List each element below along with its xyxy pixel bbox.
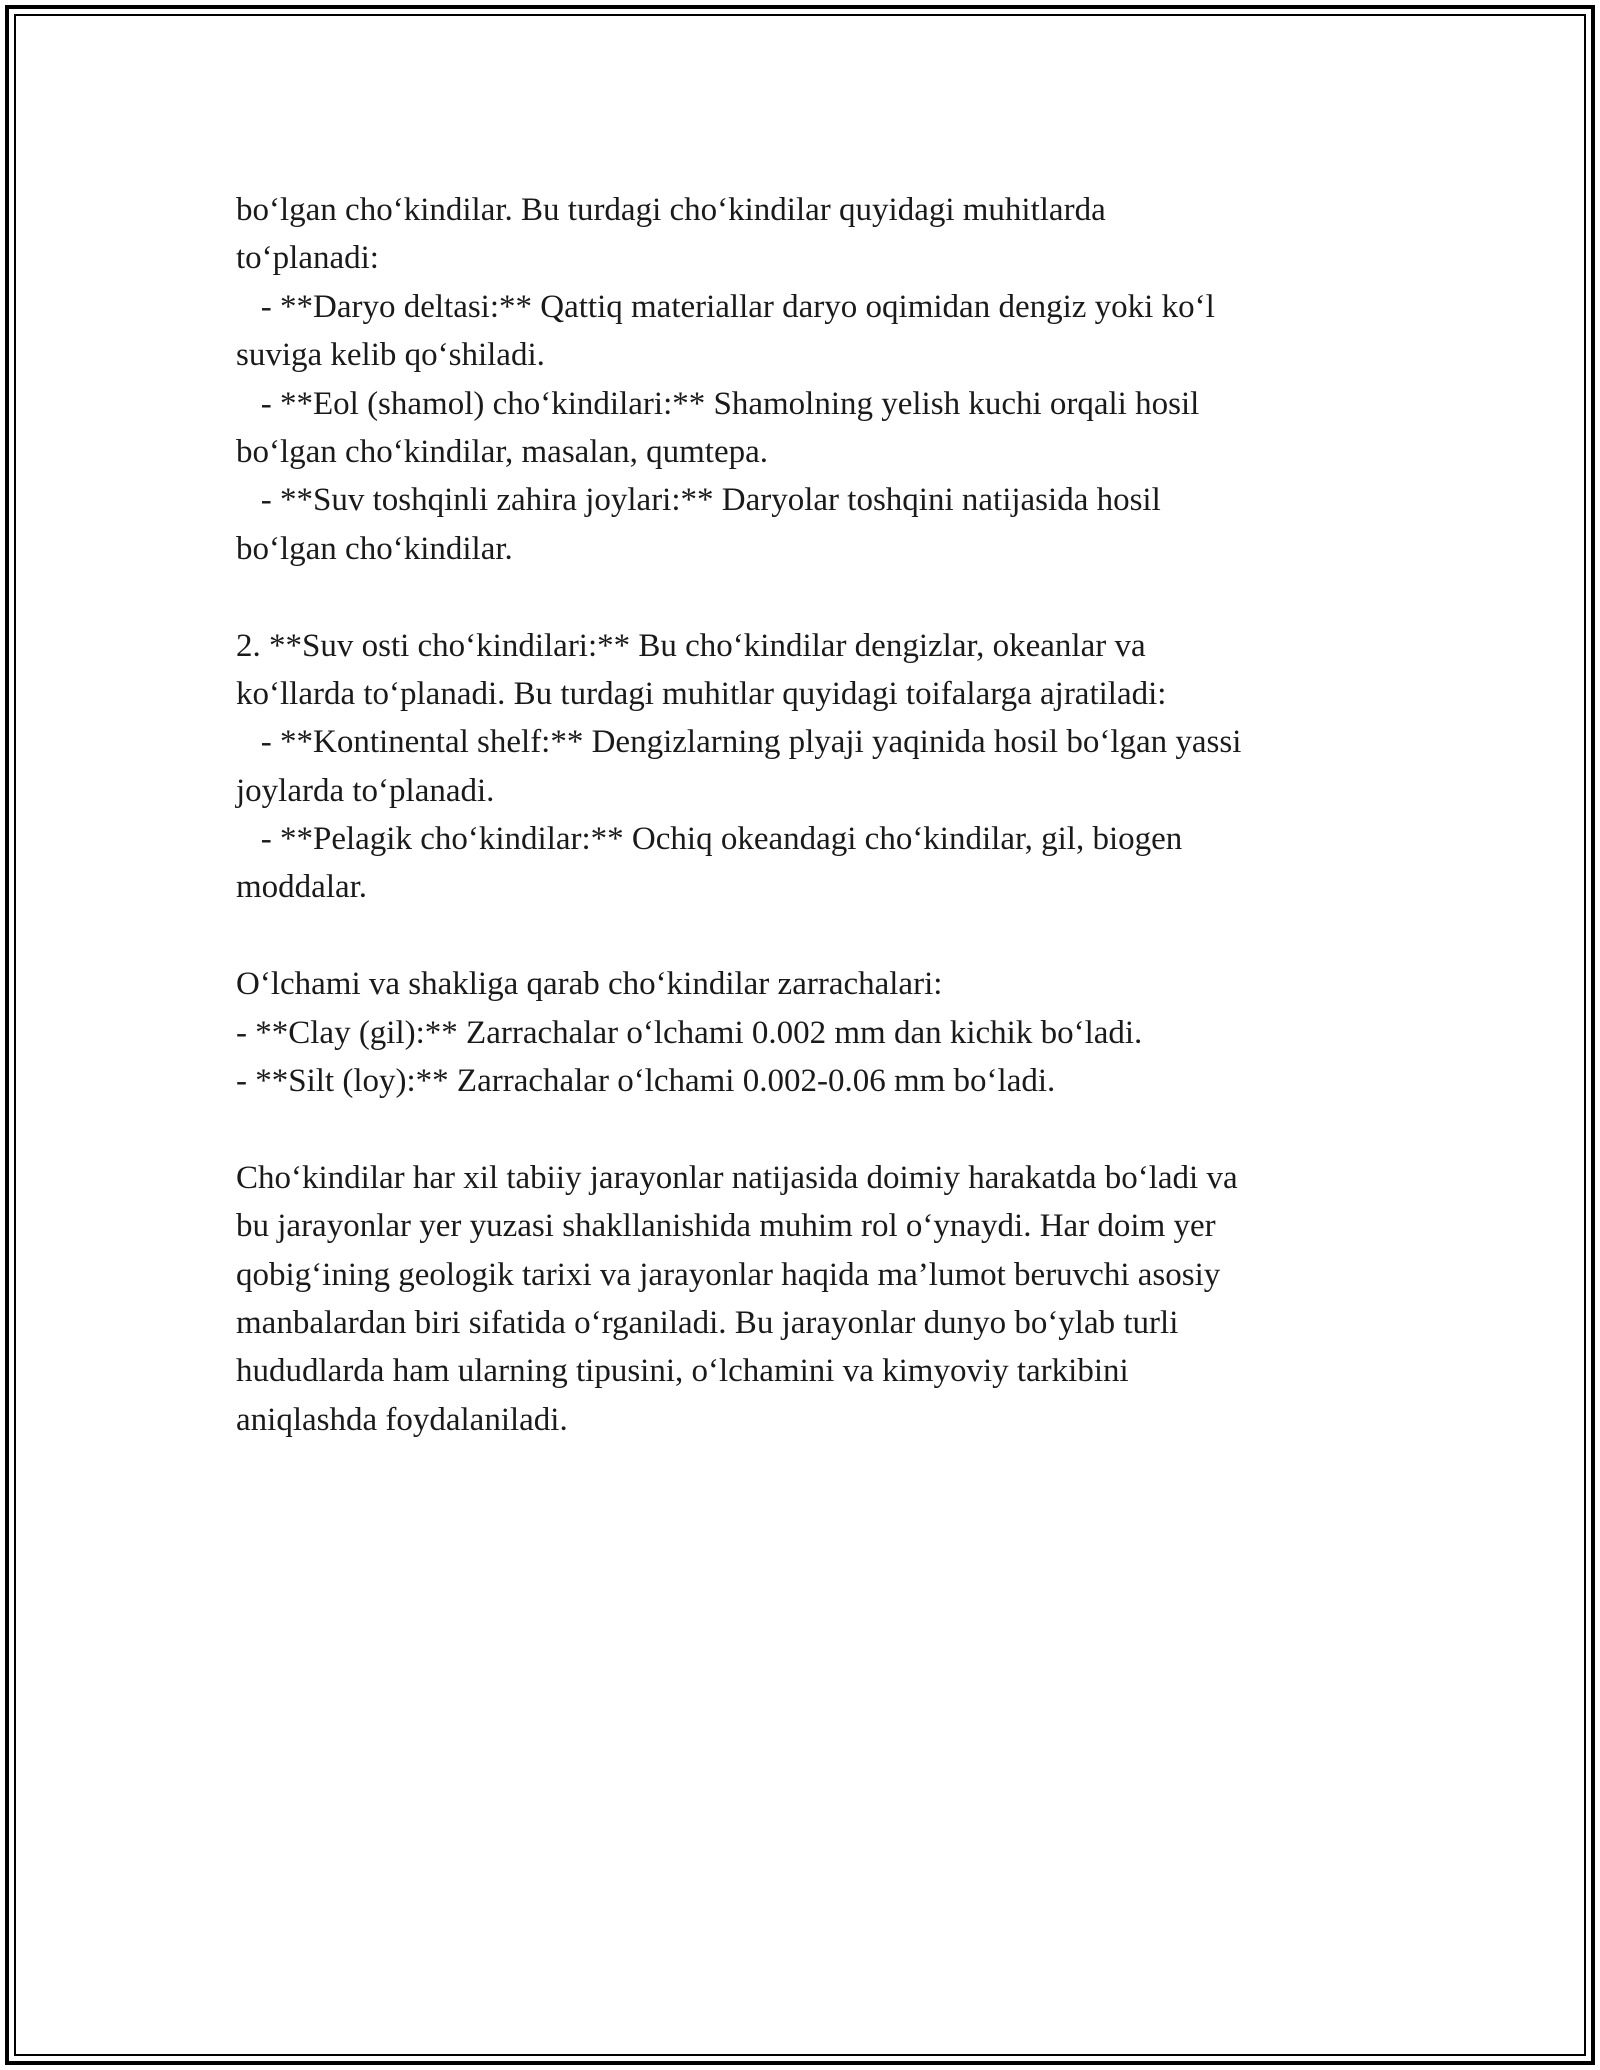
text-line: - **Daryo deltasi:** Qattiq materiallar daryo oqimidan dengiz yoki ko‘l <box>236 288 1215 325</box>
paragraph-gap <box>236 912 1416 960</box>
text-line: hududlarda ham ularning tipusini, o‘lchamini va kimyoviy tarkibini <box>236 1353 1129 1390</box>
document-body <box>236 186 1416 1444</box>
text-line: suviga kelib qo‘shiladi. <box>236 337 545 374</box>
text-line: moddalar. <box>236 869 368 906</box>
text-line: qobig‘ining geologik tarixi va jarayonlar haqida ma’lumot beruvchi asosiy <box>236 1256 1221 1293</box>
text-line: aniqlashda foydalaniladi. <box>236 1401 568 1438</box>
text-line: ko‘llarda to‘planadi. Bu turdagi muhitlar quyidagi toifalarga ajratiladi: <box>236 675 1167 712</box>
text-line: bo‘lgan cho‘kindilar. <box>236 530 513 567</box>
text-line: to‘planadi: <box>236 240 379 277</box>
paragraph-surface-sediments <box>236 186 1416 573</box>
paragraph-gap <box>236 1105 1416 1153</box>
text-line: - **Eol (shamol) cho‘kindilari:** Shamolning yelish kuchi orqali hosil <box>236 385 1200 422</box>
text-line: bo‘lgan cho‘kindilar, masalan, qumtepa. <box>236 433 769 470</box>
text-line: - **Clay (gil):** Zarrachalar o‘lchami 0.002 mm dan kichik bo‘ladi. <box>236 1014 1143 1051</box>
text-line: - **Kontinental shelf:** Dengizlarning plyaji yaqinida hosil bo‘lgan yassi <box>236 724 1242 761</box>
text-line: - **Silt (loy):** Zarrachalar o‘lchami 0.002-0.06 mm bo‘ladi. <box>236 1063 1056 1100</box>
paragraph-conclusion <box>236 1154 1416 1444</box>
text-line: joylarda to‘planadi. <box>236 772 495 809</box>
text-line: - **Suv toshqinli zahira joylari:** Daryolar toshqini natijasida hosil <box>236 482 1161 519</box>
text-line: O‘lchami va shakliga qarab cho‘kindilar zarrachalari: <box>236 966 943 1003</box>
paragraph-gap <box>236 573 1416 621</box>
text-line: 2. **Suv osti cho‘kindilari:** Bu cho‘kindilar dengizlar, okeanlar va <box>236 627 1146 664</box>
text-line: bo‘lgan cho‘kindilar. Bu turdagi cho‘kindilar quyidagi muhitlarda <box>236 192 1106 228</box>
paragraph-particle-sizes <box>236 960 1416 1105</box>
text-line: - **Pelagik cho‘kindilar:** Ochiq okeandagi cho‘kindilar, gil, biogen <box>236 821 1183 858</box>
paragraph-underwater-sediments <box>236 622 1416 912</box>
text-line: bu jarayonlar yer yuzasi shakllanishida muhim rol o‘ynaydi. Har doim yer <box>236 1208 1216 1245</box>
text-line: manbalardan biri sifatida o‘rganiladi. Bu jarayonlar dunyo bo‘ylab turli <box>236 1304 1179 1341</box>
text-line: Cho‘kindilar har xil tabiiy jarayonlar natijasida doimiy harakatda bo‘ladi va <box>236 1159 1238 1196</box>
